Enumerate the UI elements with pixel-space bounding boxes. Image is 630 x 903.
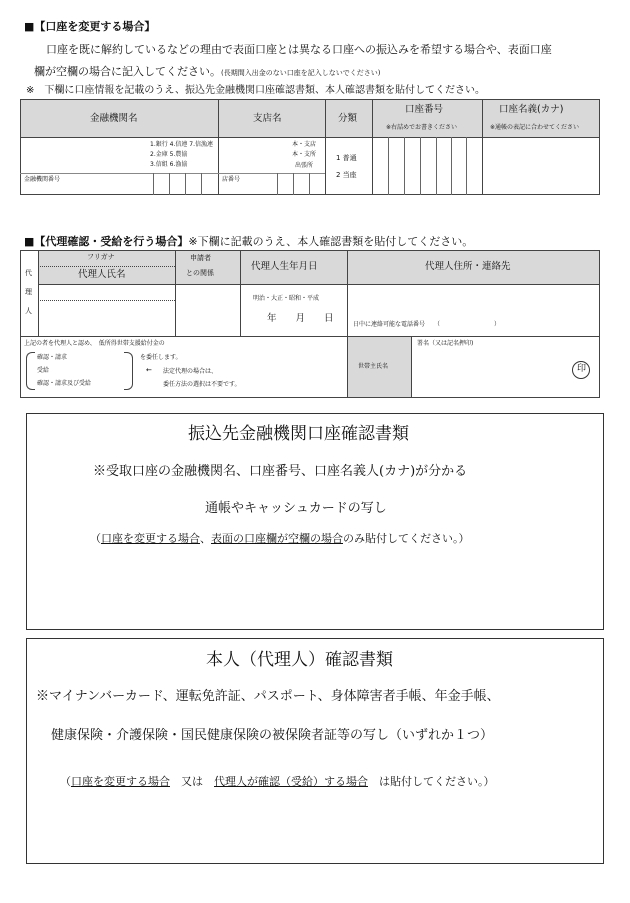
account-digit-box [404,137,405,195]
delegate-option-both: 確認・請求及び受給 [37,380,92,387]
account-digit-box [436,137,437,195]
type-ordinary: 1 普通 [336,154,357,162]
bank-document-line2: 通帳やキャッシュカードの写し [205,501,387,516]
bank-document-line1: ※受取口座の金融機関名、口座番号、口座名義人(カナ)が分かる [93,464,468,479]
col-type: 分類 [338,113,358,124]
identity-document-line2: 健康保険・介護保険・国民健康保険の被保険者証等の写し（いずれか１つ） [51,728,494,743]
col-divider [482,99,483,195]
bank-types-row2: 2.金庫 5.農協 [150,151,188,158]
square-bullet-icon: ■ [24,235,35,248]
furigana-label: フリガナ [87,253,115,261]
bank-types-row1: 1.銀行 4.信連 7.信漁連 [150,141,213,148]
note-open: （ [90,532,101,545]
branch-code-box [293,173,294,195]
section1-intro-line2 [34,66,380,77]
agent-name-label: 代理人氏名 [78,269,126,280]
square-bullet-icon: ■ [24,20,35,33]
seal-label: 印 [577,364,587,374]
signature-label: 署名（又は記名押印) [417,340,474,347]
col-divider [218,99,219,195]
relation-label-2: との関係 [186,269,214,277]
identity-document-title: 本人（代理人）確認書類 [206,650,393,670]
agent-bottom-divider [20,336,600,337]
note-or: 又は [170,775,214,788]
col-divider [175,250,176,336]
branch-types-row1: 本・支店 [292,141,317,148]
section2-heading-text: 【代理確認・受給を行う場合】 [34,235,189,248]
col-account-note: ※右詰めでお書きください [386,124,458,131]
account-digit-box [420,137,421,195]
note-blank-account: 表面の口座欄が空欄の場合 [211,532,343,545]
right-bracket [124,352,133,390]
note-change-account: 口座を変更する場合 [71,775,170,788]
col-divider [372,99,373,195]
side-label-agent-1: 代 [25,269,32,277]
section1-intro-line1: 口座を既に解約しているなどの理由で表面口座とは異なる口座への振込みを希望する場合や、表面口座 [46,43,552,56]
side-divider [38,250,39,336]
delegation-text-2: を委任します。 [140,354,182,361]
bank-document-title: 振込先金融機関口座確認書類 [188,424,409,444]
bank-code-box [153,173,154,195]
section1-notice: ※ 下欄に口座情報を記載のうえ、振込先金融機関口座確認書類、本人確認書類を貼付してください。 [26,85,485,96]
account-digit-box [466,137,467,195]
account-digit-box [388,137,389,195]
delegation-text-1: 上記の者を代理人と認め、 低所得世帯支援給付金の [24,340,165,347]
birth-label: 代理人生年月日 [251,261,318,272]
bank-code-box [201,173,202,195]
agent-header-divider [38,284,600,285]
delegate-option-confirm: 確認・請求 [37,354,68,361]
birth-ymd: 年 月 日 [267,313,334,324]
note-agent-receive: 代理人が確認（受給）する場合 [214,775,368,788]
seal-circle-icon [572,361,590,379]
bank-code-box [169,173,170,195]
branch-code-label: 店番号 [222,176,241,183]
side-label-agent-2: 理 [25,288,32,296]
identity-document-paste-area [26,638,604,864]
left-bracket [26,352,35,390]
col-divider [325,99,326,195]
identity-document-note [60,776,495,787]
daytime-phone: 日中に連絡可能な電話番号 （ ） [353,321,501,328]
section1-intro-note: (長期間入出金のない口座を記入しないでください) [221,69,381,77]
account-digit-box [451,137,452,195]
address-label: 代理人住所・連絡先 [425,261,511,272]
type-checking: 2 当座 [336,171,357,179]
note-close: は貼付してください。） [368,775,495,788]
col-branch-name: 支店名 [253,113,282,124]
bank-code-box [185,173,186,195]
col-account-holder: 口座名義(カナ) [499,104,564,115]
householder-label: 世帯主氏名 [358,363,389,370]
bank-code-label: 金融機関番号 [24,176,61,183]
branch-types-row3: 出張所 [295,162,314,169]
bank-types-row3: 3.信組 6.漁協 [150,161,188,168]
note-open: （ [60,775,71,788]
delegate-option-receive: 受給 [37,367,50,374]
bank-code-divider [20,173,218,174]
note-change-account: 口座を変更する場合 [101,532,200,545]
branch-code-box [277,173,278,195]
bank-document-note [90,533,470,544]
delegation-text-3: 法定代理の場合は、 [163,368,218,375]
furigana-divider [38,266,175,267]
col-account-holder-note: ※通帳の表記に合わせてください [490,124,580,131]
branch-types-row2: 本・支所 [292,151,317,158]
section2-heading [24,236,473,247]
branch-code-box [309,173,310,195]
section1-heading [24,21,155,32]
section1-heading-text: 【口座を変更する場合】 [34,20,156,33]
delegation-text-4: 委任方法の選択は不要です。 [163,381,241,388]
relation-label-1: 申請者 [190,254,211,262]
identity-document-line1: ※マイナンバーカード、運転免許証、パスポート、身体障害者手帳、年金手帳、 [36,689,500,704]
note-sep: 、 [200,532,211,545]
arrow-left-icon: ← [146,366,152,374]
householder-divider [411,336,412,398]
bank-document-paste-area [26,413,604,630]
name-divider [38,300,175,301]
note-close: のみ貼付してください。） [343,532,470,545]
col-divider [240,250,241,336]
section2-heading-note: ※下欄に記載のうえ、本人確認書類を貼付してください。 [188,235,474,248]
col-bank-name: 金融機関名 [90,113,138,124]
era-options: 明治・大正・昭和・平成 [253,295,320,302]
side-label-agent-3: 人 [25,307,32,315]
section1-intro-line2-text: 欄が空欄の場合に記入してください。 [34,65,221,78]
col-account-number: 口座番号 [405,104,444,115]
header-divider [20,137,600,138]
